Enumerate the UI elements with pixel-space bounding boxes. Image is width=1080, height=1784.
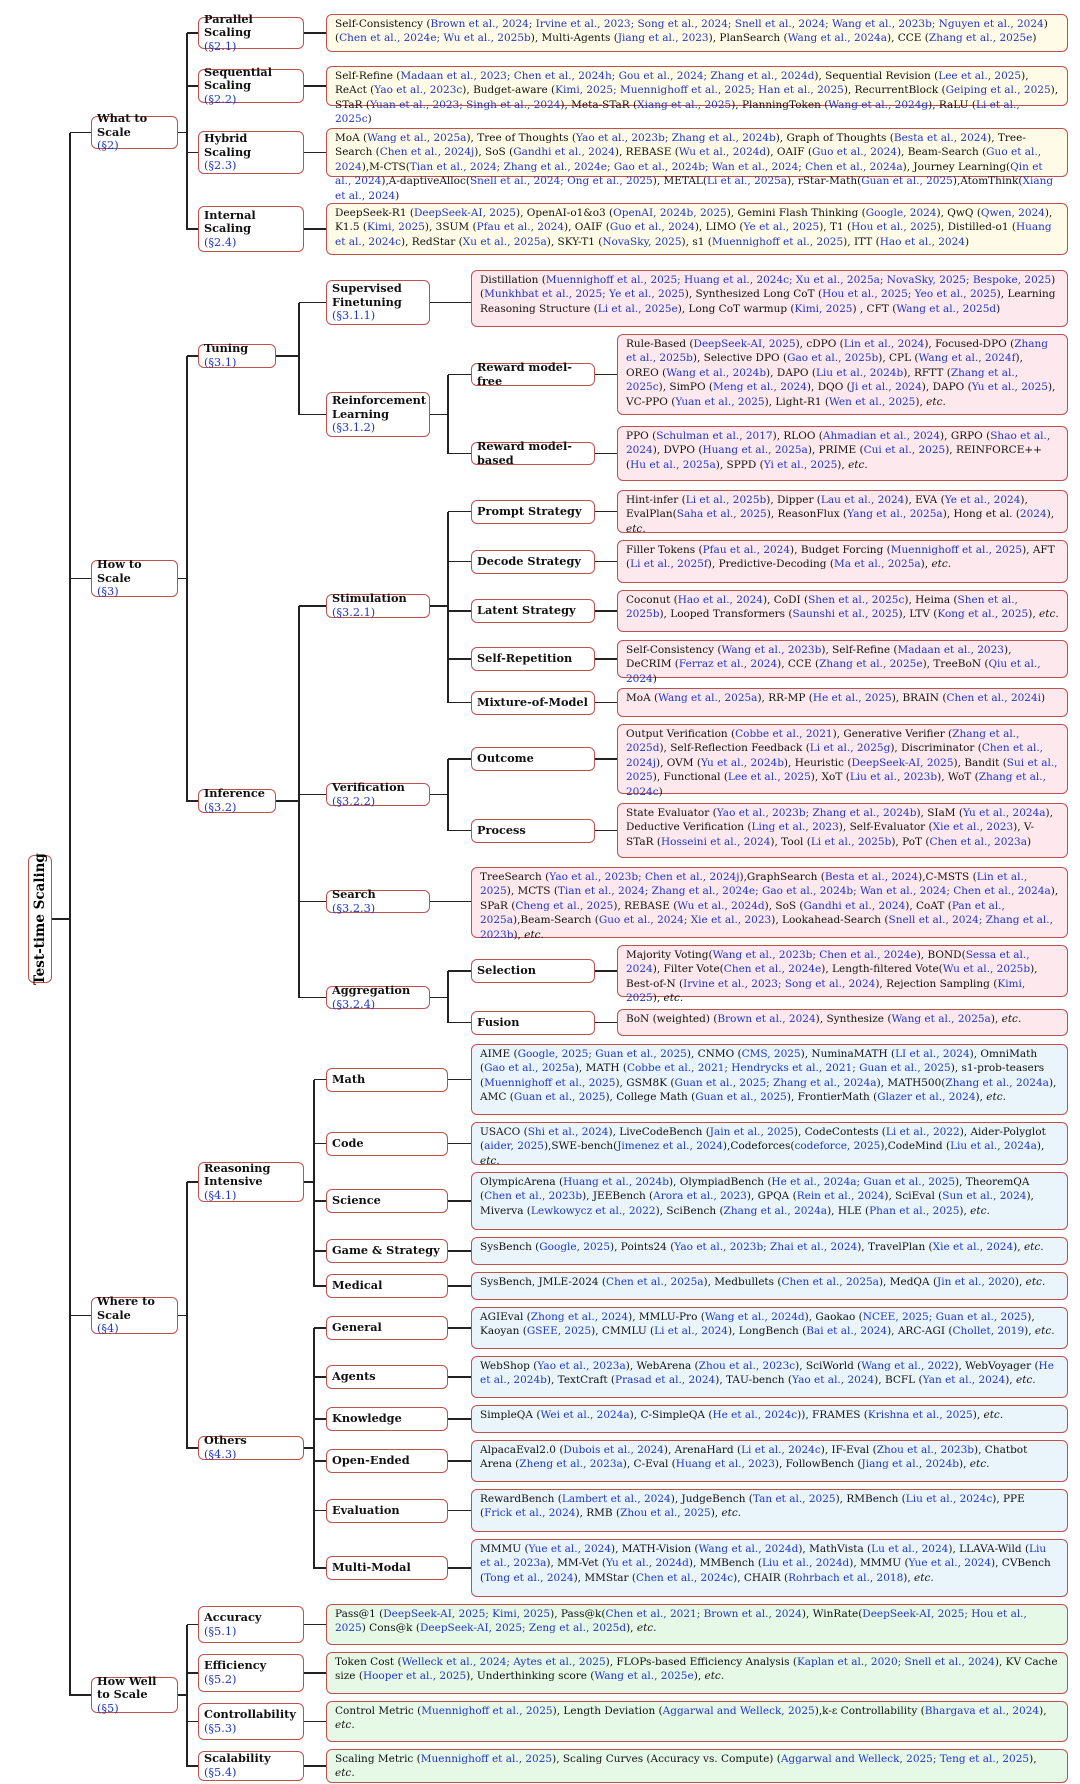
node-label: Process xyxy=(477,822,526,837)
connector xyxy=(314,1250,326,1252)
leaf-citations: WebShop (Yao et al., 2023a), WebArena (Zhou et al., 2023c), SciWorld (Wang et al., 2022), WebVoyager (He et al., 2024b), TextCraft (Prasad et al., 2024), TAU-bench (Yao et al., 2024), BCFL (Yan et al., 2024), etc. xyxy=(471,1356,1068,1398)
node-section: (§5.1) xyxy=(204,1624,237,1638)
leaf-citations: MoA (Wang et al., 2025a), Tree of Thoughts (Yao et al., 2023b; Zhang et al., 2024b), Graph of Thoughts (Besta et al., 2024), Tree-Search (Chen et al., 2024j), SoS (Gandhi et al., 2024), REBASE (Wu et al., 2024d), OAIF (Guo et al., 2024), Beam-Search (Guo et al., 2024),M-CTS(Tian et al., 2024; Zhang et al., 2024e; Gao et al., 2024b; Wan et al., 2024; Chen et al., 2024a), Journey Learning(Qin et al., 2024),A-daptiveAlloc(Snell et al., 2024; Ong et al., 2025), METAL(Li et al., 2025a), rStar-Math(Guan et al., 2025),AtomThink(Xiang et al., 2024) xyxy=(326,128,1068,177)
node-section: (§3) xyxy=(97,585,119,599)
node-label: Knowledge xyxy=(332,1411,402,1426)
node-label: Prompt Strategy xyxy=(477,503,582,518)
node-section: (§2.4) xyxy=(204,235,237,249)
connector xyxy=(448,970,471,972)
leaf-citations: Control Metric (Muennighoff et al., 2025), Length Deviation (Aggarwal and Welleck, 2025),k-ε Controllability (Bhargava et al., 2024), etc. xyxy=(326,1701,1068,1742)
connector xyxy=(595,511,617,513)
connector xyxy=(448,453,471,455)
node-label: Stimulation xyxy=(332,591,407,606)
connector xyxy=(187,228,198,230)
leaf-citations: USACO (Shi et al., 2024), LiveCodeBench (Jain et al., 2025), CodeContests (Li et al., 2022), Aider-Polyglot (aider, 2025),SWE-bench(Jimenez et al., 2024),Codeforces(codeforce, 2025),CodeMind (Liu et al., 2024a), etc. xyxy=(471,1122,1068,1165)
node-code xyxy=(326,1132,448,1156)
node-label: Verification xyxy=(332,779,405,794)
connector xyxy=(314,1376,326,1378)
connector xyxy=(299,794,326,796)
node-controllability xyxy=(198,1703,304,1740)
node-latent-strategy xyxy=(471,599,595,623)
node-label: Search xyxy=(332,886,376,901)
node-others xyxy=(198,1433,304,1461)
connector xyxy=(276,800,299,802)
leaf-citations: AGIEval (Zhong et al., 2024), MMLU-Pro (Wang et al., 2024d), Gaokao (NCEE, 2025; Guan et al., 2025), Kaoyan (GSEE, 2025), CMMLU (Li et al., 2024), LongBench (Bai et al., 2024), ARC-AGI (Chollet, 2019), etc. xyxy=(471,1307,1068,1349)
connector xyxy=(448,702,471,704)
leaf-citations: MMMU (Yue et al., 2024), MATH-Vision (Wang et al., 2024d), MathVista (Lu et al., 2024), LLAVA-Wild (Liu et al., 2023a), MM-Vet (Yu et al., 2024d), MMBench (Liu et al., 2024d), MMMU (Yue et al., 2024), CVBench (Tong et al., 2024), MMStar (Chen et al., 2024c), CHAIR (Rohrbach et al., 2018), etc. xyxy=(471,1539,1068,1597)
leaf-citations: DeepSeek-R1 (DeepSeek-AI, 2025), OpenAI-o1&o3 (OpenAI, 2024b, 2025), Gemini Flash Thinking (Google, 2024), QwQ (Qwen, 2024), K1.5 (Kimi, 2025), 3SUM (Pfau et al., 2024), OAIF (Guo et al., 2024), LIMO (Ye et al., 2025), T1 (Hou et al., 2025), Distilled-o1 (Huang et al., 2024c), RedStar (Xu et al., 2025a), SKY-T1 (NovaSky, 2025), s1 (Muennighoff et al., 2025), ITT (Hao et al., 2024) xyxy=(326,203,1068,255)
connector xyxy=(448,610,471,612)
leaf-citations: Output Verification (Cobbe et al., 2021), Generative Verifier (Zhang et al., 2025d), Self-Reflection Feedback (Li et al., 2025g), Discriminator (Chen et al., 2024j), OVM (Yu et al., 2024b), Heuristic (DeepSeek-AI, 2025), Bandit (Sui et al., 2025), Functional (Lee et al., 2025), XoT (Liu et al., 2023b), WoT (Zhang et al., 2024c) xyxy=(617,724,1068,794)
node-label: Fusion xyxy=(477,1014,520,1029)
node-label: Others xyxy=(204,1433,247,1448)
connector xyxy=(298,606,300,998)
node-label: Agents xyxy=(332,1369,376,1384)
node-sequential-scaling xyxy=(198,64,304,106)
connector xyxy=(304,228,326,230)
node-label: Evaluation xyxy=(332,1502,400,1517)
connector xyxy=(595,702,617,704)
node-label: Latent Strategy xyxy=(477,603,576,618)
node-game-and-strategy xyxy=(326,1239,448,1263)
connector xyxy=(447,971,449,1023)
connector xyxy=(186,1625,188,1767)
connector xyxy=(187,1721,198,1723)
node-label: Hybrid Scaling xyxy=(204,131,252,159)
node-supervised-finetuning xyxy=(326,280,430,325)
connector xyxy=(595,610,617,612)
node-label: Reinforcement Learning xyxy=(332,393,427,421)
connector xyxy=(304,152,326,154)
node-accuracy xyxy=(198,1606,304,1643)
connector xyxy=(448,1200,471,1202)
node-label: Science xyxy=(332,1193,381,1208)
leaf-citations: State Evaluator (Yao et al., 2023b; Zhang et al., 2024b), SIaM (Yu et al., 2024a), Deductive Verification (Ling et al., 2023), Self-Evaluator (Xie et al., 2023), V-STaR (Hosseini et al., 2024), Tool (Li et al., 2025b), PoT (Chen et al., 2023a) xyxy=(617,803,1068,858)
connector xyxy=(595,758,617,760)
node-section: (§2.1) xyxy=(204,39,237,53)
connector xyxy=(70,132,91,134)
leaf-citations: Majority Voting(Wang et al., 2023b; Chen et al., 2024e), BOND(Sessa et al., 2024), Filter Vote(Chen et al., 2024e), Length-filtered Vote(Wu et al., 2025b), Best-of-N (Irvine et al., 2023; Song et al., 2024), Rejection Sampling (Kimi, 2025), etc. xyxy=(617,945,1068,997)
node-label: Supervised Finetuning xyxy=(332,281,402,309)
node-label: Reasoning Intensive xyxy=(204,1160,271,1189)
leaf-citations: Self-Consistency (Wang et al., 2023b), Self-Refine (Madaan et al., 2023), DeCRIM (Ferraz et al., 2024), CCE (Zhang et al., 2025e), TreeBoN (Qiu et al., 2024) xyxy=(617,640,1068,678)
connector xyxy=(448,1418,471,1420)
node-general xyxy=(326,1316,448,1340)
leaf-citations: Self-Consistency (Brown et al., 2024; Irvine et al., 2023; Song et al., 2024; Snell et al., 2024; Wang et al., 2023b; Nguyen et al., 2024) (Chen et al., 2024e; Wu et al., 2025b), Multi-Agents (Jiang et al., 2023), PlanSearch (Wang et al., 2024a), CCE (Zhang et al., 2025e) xyxy=(326,14,1068,52)
leaf-citations: Self-Refine (Madaan et al., 2023; Chen et al., 2024h; Gou et al., 2024; Zhang et al., 2024d), Sequential Revision (Lee et al., 2025), ReAct (Yao et al., 2023c), Budget-aware (Kimi, 2025; Muennighoff et al., 2025; Han et al., 2025), RecurrentBlock (Geiping et al., 2025), STaR (Yuan et al., 2023; Singh et al., 2024), Meta-STaR (Xiang et al., 2025), PlanningToken (Wang et al., 2024g), RaLU (Li et al., 2025c) xyxy=(326,66,1068,106)
connector xyxy=(304,32,326,34)
connector xyxy=(595,830,617,832)
connector xyxy=(314,1143,326,1145)
node-multi-modal xyxy=(326,1556,448,1580)
connector xyxy=(304,1672,326,1674)
node-medical xyxy=(326,1274,448,1298)
node-label: Where to Scale xyxy=(97,1294,155,1322)
connector xyxy=(448,1143,471,1145)
node-internal-scaling xyxy=(198,206,304,252)
connector xyxy=(448,658,471,660)
leaf-citations: Pass@1 (DeepSeek-AI, 2025; Kimi, 2025), Pass@k(Chen et al., 2021; Brown et al., 2024), WinRate(DeepSeek-AI, 2025; Hou et al., 2025) Cons@k (DeepSeek-AI, 2025; Zeng et al., 2025d), etc. xyxy=(326,1604,1068,1645)
node-science xyxy=(326,1189,448,1213)
leaf-citations: Rule-Based (DeepSeek-AI, 2025), cDPO (Lin et al., 2024), Focused-DPO (Zhang et al., 2025b), Selective DPO (Gao et al., 2025b), CPL (Wang et al., 2024f), OREO (Wang et al., 2024b), DAPO (Liu et al., 2024b), RFTT (Zhang et al., 2025c), SimPO (Meng et al., 2024), DQO (Ji et al., 2024), DAPO (Yu et al., 2025), VC-PPO (Yuan et al., 2025), Light-R1 (Wen et al., 2025), etc. xyxy=(617,334,1068,415)
connector xyxy=(430,794,448,796)
connector xyxy=(299,901,326,903)
node-section: (§3.1.2) xyxy=(332,421,376,435)
node-label: Sequential Scaling xyxy=(204,64,272,93)
connector xyxy=(186,1182,188,1449)
connector xyxy=(187,1181,198,1183)
node-section: (§3.2.3) xyxy=(332,901,376,915)
leaf-citations: Token Cost (Welleck et al., 2024; Aytes et al., 2025), FLOPs-based Efficiency Analysis (Kaplan et al., 2020; Snell et al., 2024), KV Cache size (Hooper et al., 2025), Underthinking score (Wang et al., 2025e), etc. xyxy=(326,1652,1068,1694)
node-verification xyxy=(326,779,430,808)
connector xyxy=(70,1694,91,1696)
connector xyxy=(448,758,471,760)
node-knowledge xyxy=(326,1407,448,1431)
connector xyxy=(430,302,471,304)
node-scalability xyxy=(198,1751,304,1781)
connector xyxy=(299,997,326,999)
node-label: Accuracy xyxy=(204,1609,262,1624)
connector xyxy=(448,374,471,376)
connector xyxy=(314,1418,326,1420)
node-how-to-scale xyxy=(91,557,178,599)
connector xyxy=(448,1376,471,1378)
leaf-citations: Coconut (Hao et al., 2024), CoDI (Shen et al., 2025c), Heima (Shen et al., 2025b), Looped Transformers (Saunshi et al., 2025), LTV (Kong et al., 2025), etc. xyxy=(617,590,1068,632)
connector xyxy=(313,1080,315,1287)
connector xyxy=(52,918,70,920)
connector xyxy=(314,1567,326,1569)
connector xyxy=(448,1250,471,1252)
node-label: Efficiency xyxy=(204,1658,267,1673)
node-label: Math xyxy=(332,1071,366,1086)
connector xyxy=(304,1624,326,1626)
node-label: Open-Ended xyxy=(332,1453,410,1468)
connector xyxy=(448,1460,471,1462)
node-section: (§4.3) xyxy=(204,1448,237,1461)
node-section: (§3.1.1) xyxy=(332,309,376,323)
connector xyxy=(448,1327,471,1329)
node-label: Controllability xyxy=(204,1706,296,1721)
node-section: (§5.2) xyxy=(204,1673,237,1686)
leaf-citations: AIME (Google, 2025; Guan et al., 2025), CNMO (CMS, 2025), NuminaMATH (LI et al., 2024), OmniMath (Gao et al., 2025a), MATH (Cobbe et al., 2021; Hendrycks et al., 2021; Guan et al., 2025), s1-prob-teasers (Muennighoff et al., 2025), GSM8K (Guan et al., 2025; Zhang et al., 2024a), MATH500(Zhang et al., 2024a), AMC (Guan et al., 2025), College Math (Guan et al., 2025), FrontierMath (Glazer et al., 2024), etc. xyxy=(471,1044,1068,1115)
connector xyxy=(187,85,198,87)
node-label: Decode Strategy xyxy=(477,553,581,568)
connector xyxy=(314,1285,326,1287)
leaf-citations: Scaling Metric (Muennighoff et al., 2025), Scaling Curves (Accuracy vs. Compute) (Aggarwal and Welleck, 2025; Teng et al., 2025), etc. xyxy=(326,1749,1068,1783)
leaf-citations: AlpacaEval2.0 (Dubois et al., 2024), ArenaHard (Li et al., 2024c), IF-Eval (Zhou et al., 2023b), Chatbot Arena (Zheng et al., 2023a), C-Eval (Huang et al., 2023), FollowBench (Jiang et al., 2024b), etc. xyxy=(471,1440,1068,1482)
node-reinforcement-learning xyxy=(326,392,430,437)
connector xyxy=(448,1022,471,1024)
node-section: (§3.1) xyxy=(204,356,237,369)
connector xyxy=(299,605,326,607)
node-label: Mixture-of-Model xyxy=(477,694,588,709)
node-math xyxy=(326,1068,448,1092)
node-label: Code xyxy=(332,1135,364,1150)
node-section: (§2.2) xyxy=(204,92,237,106)
connector xyxy=(304,1765,326,1767)
node-label: Self-Repetition xyxy=(477,651,573,666)
node-label: How Well to Scale xyxy=(97,1673,157,1702)
root-label: Test-time Scaling xyxy=(32,853,48,985)
connector xyxy=(595,658,617,660)
node-reasoning-intensive xyxy=(198,1162,304,1202)
connector xyxy=(314,1460,326,1462)
node-reward-model-free xyxy=(471,359,595,388)
connector xyxy=(448,561,471,563)
leaf-citations: Hint-infer (Li et al., 2025b), Dipper (Lau et al., 2024), EVA (Ye et al., 2024), EvalPlan(Saha et al., 2025), ReasonFlux (Yang et al., 2025a), Hong et al. (2024), etc. xyxy=(617,490,1068,533)
node-label: Internal Scaling xyxy=(204,207,256,236)
node-self-repetition xyxy=(471,647,595,671)
node-section: (§4) xyxy=(97,1322,119,1336)
connector xyxy=(187,1447,198,1449)
connector xyxy=(447,512,449,704)
connector xyxy=(187,1672,198,1674)
node-tuning xyxy=(198,341,276,369)
connector xyxy=(314,1327,326,1329)
node-aggregation xyxy=(326,982,430,1011)
node-label: Selection xyxy=(477,963,536,978)
node-label: What to Scale xyxy=(97,111,148,139)
node-label: General xyxy=(332,1320,382,1335)
connector xyxy=(595,453,617,455)
connector xyxy=(314,1510,326,1512)
connector xyxy=(430,414,448,416)
connector xyxy=(430,901,471,903)
connector xyxy=(448,1285,471,1287)
leaf-citations: SysBench (Google, 2025), Points24 (Yao et al., 2023b; Zhai et al., 2024), TravelPlan (Xie et al., 2024), etc. xyxy=(471,1237,1068,1265)
leaf-citations: BoN (weighted) (Brown et al., 2024), Synthesize (Wang et al., 2025a), etc. xyxy=(617,1009,1068,1036)
node-hybrid-scaling xyxy=(198,131,304,174)
node-open-ended xyxy=(326,1449,448,1473)
node-section: (§5.4) xyxy=(204,1766,237,1779)
connector xyxy=(595,970,617,972)
leaf-citations: TreeSearch (Yao et al., 2023b; Chen et al., 2024j),GraphSearch (Besta et al., 2024),C-MSTS (Lin et al., 2025), MCTS (Tian et al., 2024; Zhang et al., 2024e; Gao et al., 2024b; Wan et al., 2024; Chen et al., 2024a), SPaR (Cheng et al., 2025), REBASE (Wu et al., 2024d), SoS (Gandhi et al., 2024), CoAT (Pan et al., 2025a),Beam-Search (Guo et al., 2024; Xie et al., 2023), Lookahead-Search (Snell et al., 2024; Zhang et al., 2023b), etc. xyxy=(471,867,1068,938)
leaf-citations: RewardBench (Lambert et al., 2024), JudgeBench (Tan et al., 2025), RMBench (Liu et al., 2024c), PPE (Frick et al., 2024), RMB (Zhou et al., 2025), etc. xyxy=(471,1489,1068,1532)
connector xyxy=(69,133,71,1696)
node-section: (§4.1) xyxy=(204,1188,237,1202)
connector xyxy=(447,759,449,831)
node-process xyxy=(471,819,595,843)
node-label: Reward model-based xyxy=(477,438,572,467)
leaf-citations: SysBench, JMLE-2024 (Chen et al., 2025a), Medbullets (Chen et al., 2025a), MedQA (Jin et al., 2020), etc. xyxy=(471,1272,1068,1300)
connector xyxy=(304,1721,326,1723)
leaf-citations: Filler Tokens (Pfau et al., 2024), Budget Forcing (Muennighoff et al., 2025), AFT (Li et al., 2025f), Predictive-Decoding (Ma et al., 2025a), etc. xyxy=(617,540,1068,583)
node-section: (§5.3) xyxy=(204,1721,237,1735)
leaf-citations: OlympicArena (Huang et al., 2024b), OlympiadBench (He et al., 2024a; Guan et al., 2025), TheoremQA (Chen et al., 2023b), JEEBench (Arora et al., 2023), GPQA (Rein et al., 2024), SciEval (Sun et al., 2024), Miverva (Lewkowycz et al., 2022), SciBench (Zhang et al., 2024a), HLE (Phan et al., 2025), etc. xyxy=(471,1172,1068,1230)
node-what-to-scale xyxy=(91,111,178,153)
connector xyxy=(299,302,326,304)
node-outcome xyxy=(471,747,595,771)
connector xyxy=(430,605,448,607)
node-label: How to Scale xyxy=(97,557,142,585)
node-section: (§3.2.4) xyxy=(332,997,376,1011)
node-inference xyxy=(198,786,276,814)
node-how-well-to-scale xyxy=(91,1673,178,1715)
node-section: (§2.3) xyxy=(204,159,237,173)
node-label: Reward model-free xyxy=(477,359,572,388)
connector xyxy=(447,375,449,455)
node-label: Aggregation xyxy=(332,982,411,997)
node-search xyxy=(326,886,430,915)
root-node xyxy=(28,855,52,983)
node-label: Medical xyxy=(332,1278,383,1293)
connector xyxy=(187,32,198,34)
connector xyxy=(448,830,471,832)
connector xyxy=(448,1079,471,1081)
node-label: Game & Strategy xyxy=(332,1243,440,1258)
connector xyxy=(314,1200,326,1202)
connector xyxy=(187,152,198,154)
connector xyxy=(304,85,326,87)
connector xyxy=(70,1315,91,1317)
node-fusion xyxy=(471,1011,595,1035)
node-section: (§5) xyxy=(97,1701,119,1715)
leaf-citations: MoA (Wang et al., 2025a), RR-MP (He et al., 2025), BRAIN (Chen et al., 2024i) xyxy=(617,688,1068,717)
node-stimulation xyxy=(326,591,430,619)
node-reward-model-based xyxy=(471,438,595,467)
node-label: Parallel Scaling xyxy=(204,11,253,40)
connector xyxy=(187,1765,198,1767)
connector xyxy=(187,800,198,802)
leaf-citations: SimpleQA (Wei et al., 2024a), C-SimpleQA (He et al., 2024c)), FRAMES (Krishna et al., 2025), etc. xyxy=(471,1405,1068,1433)
node-evaluation xyxy=(326,1499,448,1523)
connector xyxy=(314,1079,326,1081)
connector xyxy=(595,1022,617,1024)
node-section: (§2) xyxy=(97,139,119,153)
node-where-to-scale xyxy=(91,1294,178,1336)
leaf-citations: PPO (Schulman et al., 2017), RLOO (Ahmadian et al., 2024), GRPO (Shao et al., 2024), DVPO (Huang et al., 2025a), PRIME (Cui et al., 2025), REINFORCE++ (Hu et al., 2025a), SPPD (Yi et al., 2025), etc. xyxy=(617,426,1068,481)
node-agents xyxy=(326,1365,448,1389)
connector xyxy=(276,355,299,357)
connector xyxy=(595,374,617,376)
node-mixture-of-model xyxy=(471,691,595,715)
connector xyxy=(448,1510,471,1512)
connector xyxy=(298,303,300,416)
connector xyxy=(313,1328,315,1569)
connector xyxy=(430,997,448,999)
connector xyxy=(186,356,188,802)
node-section: (§3.2.2) xyxy=(332,794,376,808)
connector xyxy=(187,1624,198,1626)
node-efficiency xyxy=(198,1654,304,1692)
leaf-citations: Distillation (Muennighoff et al., 2025; Huang et al., 2024c; Xu et al., 2025a; NovaSky, 2025; Bespoke, 2025) (Munkhbat et al., 2025; Ye et al., 2025), Synthesized Long CoT (Hou et al., 2025; Yeo et al., 2025), Learning Reasoning Structure (Li et al., 2025e), Long CoT warmup (Kimi, 2025) , CFT (Wang et al., 2025d) xyxy=(471,270,1068,327)
node-label: Multi-Modal xyxy=(332,1560,411,1575)
node-prompt-strategy xyxy=(471,500,595,524)
connector xyxy=(186,33,188,230)
node-label: Tuning xyxy=(204,341,249,356)
connector xyxy=(299,414,326,416)
node-label: Inference xyxy=(204,786,265,801)
connector xyxy=(448,511,471,513)
connector xyxy=(70,578,91,580)
connector xyxy=(448,1567,471,1569)
node-decode-strategy xyxy=(471,550,595,574)
node-section: (§3.2.1) xyxy=(332,606,376,619)
node-label: Outcome xyxy=(477,751,534,766)
node-section: (§3.2) xyxy=(204,801,237,814)
node-label: Scalability xyxy=(204,1751,271,1766)
node-selection xyxy=(471,959,595,983)
connector xyxy=(187,355,198,357)
node-parallel-scaling xyxy=(198,11,304,53)
connector xyxy=(595,561,617,563)
